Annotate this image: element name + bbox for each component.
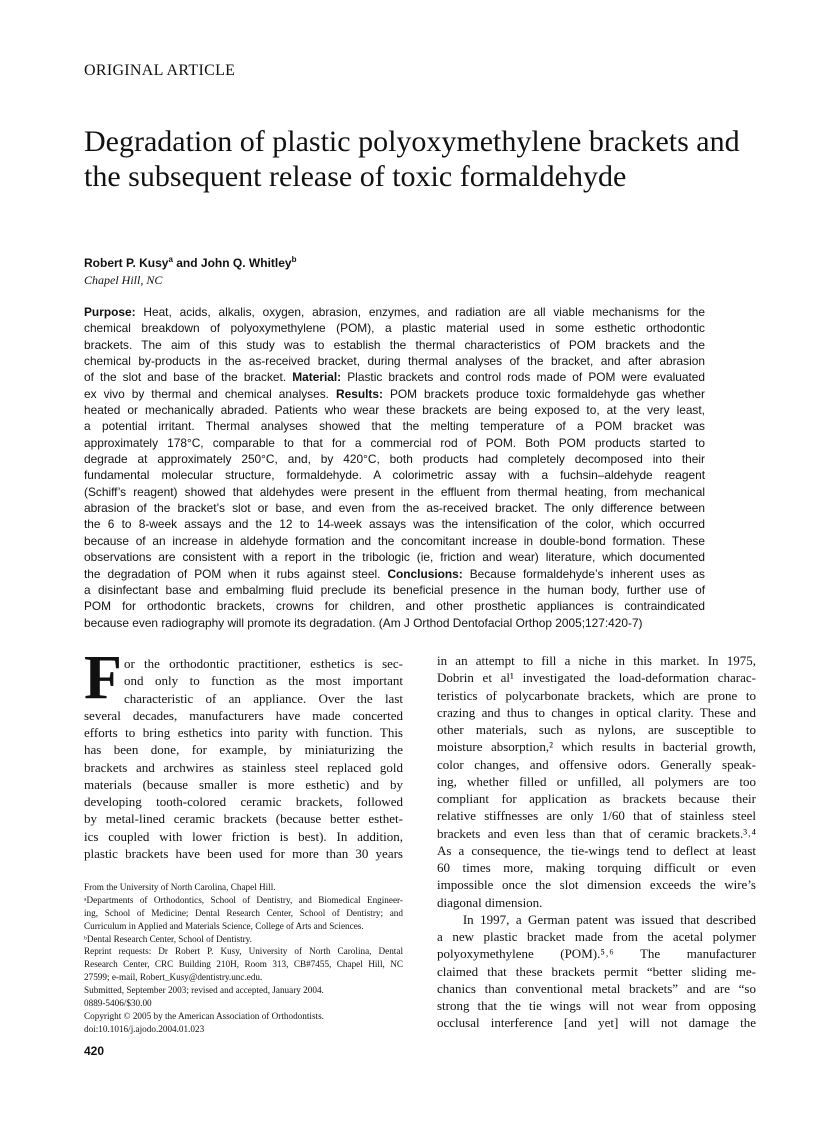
footnote-line: doi:10.1016/j.ajodo.2004.01.023 (84, 1023, 205, 1034)
body-line: occlusal interference [and yet] will not damage the (437, 1015, 756, 1031)
body-line: characteristic of an appliance. Over the last (124, 690, 403, 706)
footnote-line: From the University of North Carolina, Chapel Hill. (84, 882, 276, 892)
body-line: relative stiffnesses are only 1/60 that of stainless steel (437, 808, 756, 824)
footnote-line: ᵇDental Research Center, School of Dentistry. (84, 933, 252, 944)
footnote-line: ᵃDepartments of Orthodontics, School of Dentistry, and Biomedical Engineer- (84, 894, 403, 905)
body-line: impossible once the slot dimension exceeds the wire’s (437, 877, 756, 893)
body-line: materials (because smaller is more esthetic) and by (84, 776, 403, 792)
body-line: claimed that these brackets permit “better sliding me- (437, 963, 756, 979)
abstract-text: approximately 178°C, comparable to that for a commercial rod of POM. Both POM products started to (84, 435, 705, 450)
abstract-text: observations are consistent with a report in the tribologic (ie, friction and wear) literature, which documented (84, 550, 705, 565)
abstract-line (84, 402, 705, 418)
body-line: In 1997, a German patent was issued that described (437, 911, 756, 927)
footnote-line: Curriculum in Applied and Materials Science, College of Arts and Sciences. (84, 920, 364, 931)
body-line: developing tooth-colored ceramic brackets, followed (84, 794, 403, 809)
body-line: brackets and archwires as stainless steel replaced gold (84, 759, 403, 775)
abstract-text: fundamental molecular structure, formaldehyde. A colorimetric assay with a fuchsin–aldehyde reagent (84, 468, 705, 483)
abstract-text: (Schiff’s reagent) showed that aldehydes were present in the effluent from thermal heating, from mechanical (84, 484, 705, 499)
footnotes (84, 881, 403, 1036)
abstract-text: chemical breakdown of polyoxymethylene (POM), a plastic material used in some esthetic orthodontic (84, 321, 705, 336)
abstract-line (84, 598, 705, 614)
body-line: moisture absorption,² which results in bacterial growth, (437, 739, 756, 755)
abstract-line (84, 516, 705, 532)
author-1-affil: a (168, 255, 173, 264)
body-line: brackets and even less than that of ceramic brackets.³˒⁴ (437, 825, 756, 841)
footnote-line: Copyright © 2005 by the American Association of Orthodontists. (84, 1010, 324, 1021)
body-line: compliant for application as brackets because their (437, 791, 756, 806)
abstract-line (84, 337, 705, 353)
author-2-affil: b (291, 255, 297, 264)
body-column-left (84, 655, 403, 862)
abstract-heading: Conclusions: (387, 566, 463, 581)
abstract-line (84, 484, 705, 500)
abstract-text: POM for orthodontic brackets, crowns for children, and other prosthetic appliances is contraindicated (84, 599, 705, 614)
author-1: Robert P. Kusy (84, 256, 169, 270)
body-line: Dobrin et al¹ investigated the load-deformation charac- (437, 670, 756, 686)
body-line: by metal-lined ceramic brackets (because better esthet- (84, 811, 403, 827)
abstract-line (84, 566, 705, 582)
body-line: polyoxymethylene (POM).⁵˒⁶ The manufacturer (437, 946, 756, 962)
abstract-line (84, 435, 705, 451)
body-line: strong that the tie wings will not wear from opposing (437, 998, 756, 1013)
abstract-line (84, 353, 705, 369)
body-line: ing, whether filled or unfilled, all polymers are too (437, 773, 756, 789)
abstract-text: Plastic brackets and control rods made of POM were evaluated (341, 370, 705, 385)
footnote-line: 0889-5406/$30.00 (84, 998, 152, 1009)
abstract-text: because of an increase in aldehyde formation and the concomitant increase in double-bond formation. These (84, 533, 705, 548)
body-line: chanics than conventional metal brackets” and are “so (437, 980, 756, 996)
body-line: a new plastic bracket made from the acetal polymer (437, 929, 756, 944)
section-label: ORIGINAL ARTICLE (84, 62, 236, 79)
body-line: other materials, such as nylons, are susceptible to (437, 722, 756, 737)
abstract-line (84, 320, 705, 336)
footnote-line: Reprint requests: Dr Robert P. Kusy, University of North Carolina, Dental (84, 946, 403, 957)
body-line: teristics of polycarbonate brackets, which are prone to (437, 687, 756, 703)
body-line: diagonal dimension. (437, 894, 543, 910)
abstract-text: chemical by-products in the as-received bracket, during thermal analyses of the bracket, and after abrasion (84, 354, 705, 369)
body-line: 60 times more, making torquing difficult or even (437, 860, 756, 875)
abstract-text: POM brackets produce toxic formaldehyde gas whether (382, 386, 706, 401)
body-line: crazing and thus to changes in optical clarity. These and (437, 704, 756, 720)
abstract-line (84, 386, 705, 402)
abstract-line (84, 615, 705, 631)
abstract-text: a disinfectant base and embalming fluid preclude its beneficial presence in the human body, further use of (84, 582, 705, 597)
abstract-text: brackets. The aim of this study was to establish the thermal characteristics of POM brackets and the (84, 337, 705, 352)
abstract-text: a potential irritant. Thermal analyses showed that the melting temperature of a POM bracket was (84, 419, 705, 434)
footnote-line: 27599; e-mail, Robert_Kusy@dentistry.unc.edu. (84, 972, 263, 983)
author-location: Chapel Hill, NC (84, 273, 163, 287)
body-line: ond only to function as the most important (124, 673, 403, 689)
abstract-text: heated or mechanically abraded. Patients who wear these brackets are being exposed to, at the very least, (84, 403, 705, 418)
abstract-text: because even radiography will promote its degradation. (Am J Orthod Dentofacial Orthop 2005;127:420-7) (84, 615, 643, 630)
abstract-line (84, 451, 705, 467)
authors (84, 255, 296, 270)
footnote-line: ing, School of Medicine; Dental Research Center, School of Dentistry; and (84, 907, 403, 918)
body-line: ics coupled with lower friction is best). In addition, (84, 828, 403, 844)
abstract-line (84, 418, 705, 434)
abstract-line (84, 304, 705, 320)
body-line: in an attempt to fill a niche in this market. In 1975, (437, 653, 756, 668)
footnote-line: Research Center, CRC Building 210H, Room 313, CB#7455, Chapel Hill, NC (84, 959, 403, 970)
body-column-right (437, 652, 756, 1032)
abstract (84, 304, 705, 631)
author-2: and John Q. Whitley (172, 256, 292, 270)
drop-cap: F (84, 644, 122, 712)
abstract-line (84, 500, 705, 516)
abstract-text: abrasion of the bracket’s slot or base, and even from the as-received bracket. The only difference between (84, 501, 705, 516)
body-line: plastic brackets have been used for more than 30 years (84, 845, 403, 861)
footnote-line: Submitted, September 2003; revised and accepted, January 2004. (84, 985, 324, 996)
body-line: efforts to bring esthetics into parity with function. This (84, 725, 403, 740)
abstract-heading: Material: (292, 370, 342, 385)
abstract-heading: Results: (336, 386, 383, 401)
abstract-text: degrade at approximately 250°C, and, by 420°C, both products had completely decomposed into their (84, 452, 705, 467)
abstract-line (84, 582, 705, 598)
body-line: has been done, for example, by miniaturizing the (84, 742, 403, 758)
abstract-text: the 6 to 8-week assays and the 12 to 14-week assays was the intensification of the color, which occurred (84, 517, 705, 532)
body-line: or the orthodontic practitioner, esthetics is sec- (124, 656, 403, 671)
abstract-line (84, 533, 705, 549)
abstract-line (84, 369, 705, 385)
body-line: several decades, manufacturers have made concerted (84, 707, 403, 723)
abstract-text: the degradation of POM when it rubs against steel. (84, 566, 388, 581)
abstract-text: ex vivo by thermal and chemical analyses. (84, 386, 337, 401)
body-line: As a consequence, the tie-wings tend to deflect at least (437, 842, 756, 858)
abstract-text: of the slot and base of the bracket. (84, 370, 293, 385)
page-number: 420 (84, 1044, 105, 1058)
body-line: color changes, and offensive odors. Generally speak- (437, 756, 756, 772)
abstract-text: Because formaldehyde’s inherent uses as (462, 566, 705, 581)
abstract-line (84, 467, 705, 483)
abstract-heading: Purpose: (84, 305, 136, 319)
abstract-line (84, 549, 705, 565)
abstract-text: Heat, acids, alkalis, oxygen, abrasion, enzymes, and radiation are all viable mechanisms for the (135, 305, 705, 319)
article-title: Degradation of plastic polyoxymethylene brackets and the subsequent release of toxic formaldehyde (84, 125, 740, 193)
